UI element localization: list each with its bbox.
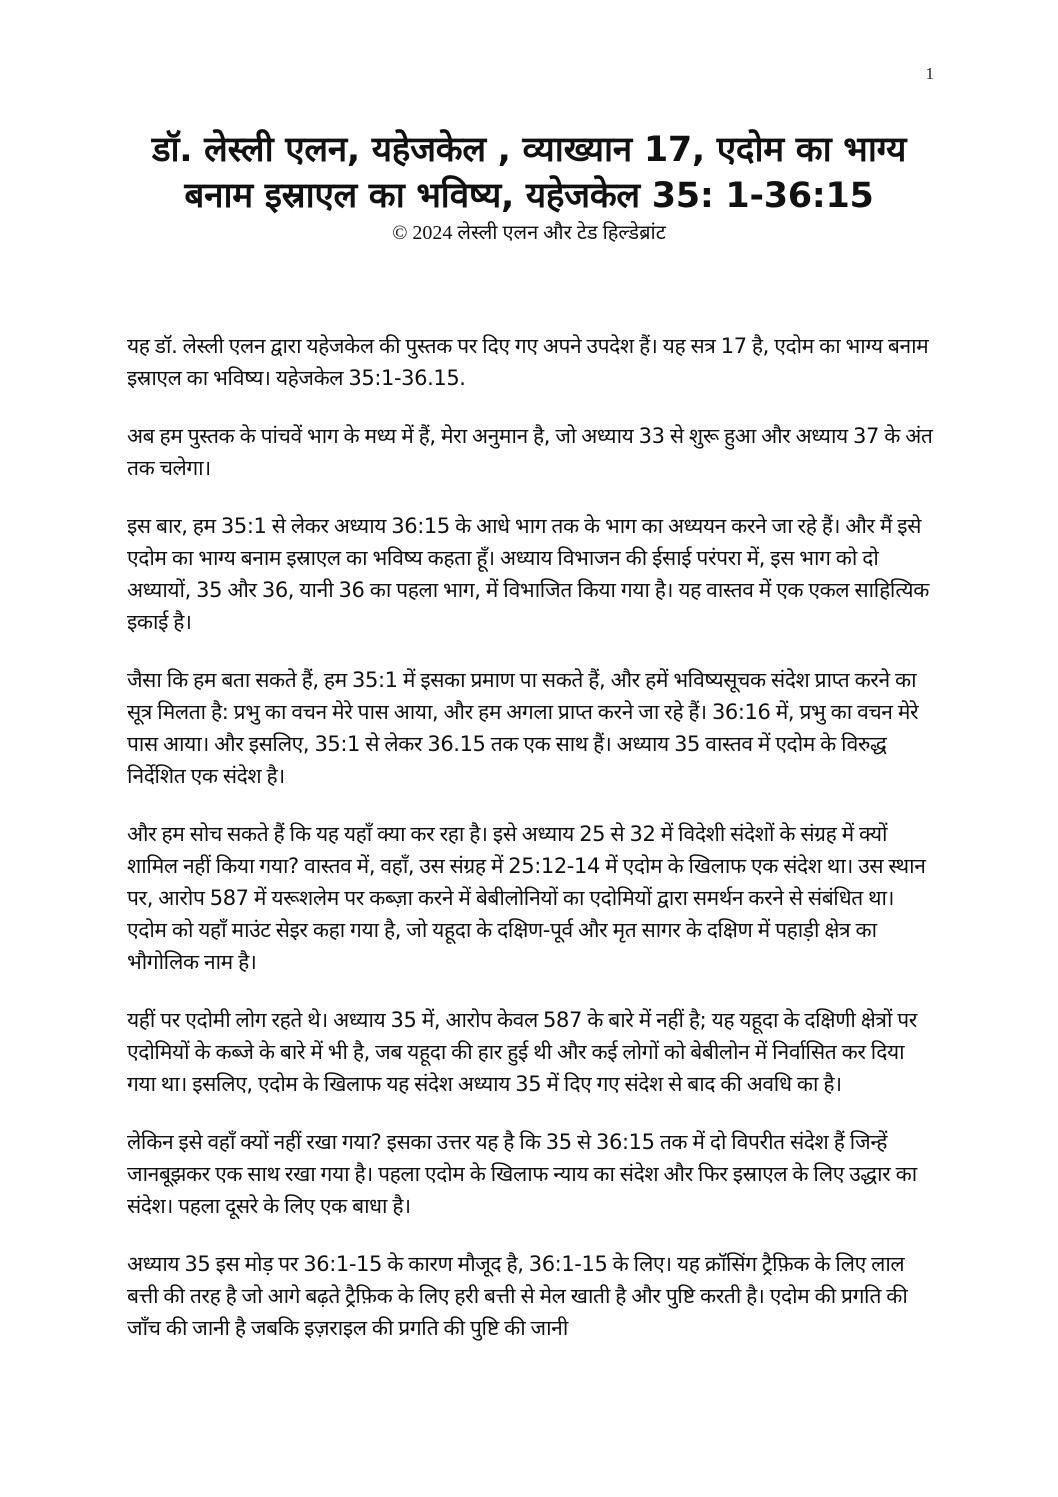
title-block [110,128,948,246]
paragraph-3: इस बार, हम 35:1 से लेकर अध्याय 36:15 के आधे भाग तक के भाग का अध्ययन करने जा रहे हैं। और मैं इसे एदोम का भाग्य बनाम इस्राएल का भविष्य कहता हूँ। अध्याय विभाजन की ईसाई परंपरा में, इस भाग को दो अध्यायों, 35 और 36, यानी 36 का पहला भाग, में विभाजित किया गया है। यह वास्तव में एक एकल साहित्यिक इकाई है। [127,514,929,634]
paragraph-8: अध्याय 35 इस मोड़ पर 36:1-15 के कारण मौजूद है, 36:1-15 के लिए। यह क्रॉसिंग ट्रैफ़िक के लिए लाल बत्ती की तरह है जो आगे बढ़ते ट्रैफ़िक के लिए हरी बत्ती से मेल खाती है और पुष्टि करती है। एदोम की प्रगति की जाँच की जानी है जबकि इज़राइल की प्रगति की पुष्टि की जानी [127,1252,908,1340]
paragraph-1: यह डॉ. लेस्ली एलन द्वारा यहेजकेल की पुस्तक पर दिए गए अपने उपदेश हैं। यह सत्र 17 है, एदोम का भाग्य बनाम इस्राएल का भविष्य। यहेजकेल 35:1-36.15. [127,334,929,390]
page-number: 1 [925,64,934,83]
paragraph-7: लेकिन इसे वहाँ क्यों नहीं रखा गया? इसका उत्तर यह है कि 35 से 36:15 तक में दो विपरीत संदेश हैं जिन्हें जानबूझकर एक साथ रखा गया है। पहला एदोम के खिलाफ न्याय का संदेश और फिर इस्राएल के लिए उद्धार का संदेश। पहला दूसरे के लिए एक बाधा है। [127,1130,917,1218]
paragraph-5: और हम सोच सकते हैं कि यह यहाँ क्या कर रहा है। इसे अध्याय 25 से 32 में विदेशी संदेशों के संग्रह में क्यों शामिल नहीं किया गया? वास्तव में, वहाँ, उस संग्रह में 25:12-14 में एदोम के खिलाफ एक संदेश था। उस स्थान पर, आरोप 587 में यरूशलेम पर कब्ज़ा करने में बेबीलोनियों का एदोमियों द्वारा समर्थन करने से संबंधित था। एदोम को यहाँ माउंट सेइर कहा गया है, जो यहूदा के दक्षिण-पूर्व और मृत सागर के दक्षिण में पहाड़ी क्षेत्र का भौगोलिक नाम है। [127,822,926,974]
copyright-line: © 2024 लेस्ली एलन और टेड हिल्डेब्रांट [392,222,666,244]
paragraph-4: जैसा कि हम बता सकते हैं, हम 35:1 में इसका प्रमाण पा सकते हैं, और हमें भविष्यसूचक संदेश प्राप्त करने का सूत्र मिलता है: प्रभु का वचन मेरे पास आया, और हम अगला प्राप्त करने जा रहे हैं। 36:16 में, प्रभु का वचन मेरे पास आया। और इसलिए, 35:1 से लेकर 36.15 तक एक साथ हैं। अध्याय 35 वास्तव में एदोम के विरुद्ध निर्देशित एक संदेश है। [127,668,919,788]
paragraph-2: अब हम पुस्तक के पांचवें भाग के मध्य में हैं, मेरा अनुमान है, जो अध्याय 33 से शुरू हुआ और अध्याय 37 के अंत तक चलेगा। [127,424,933,480]
paragraph-6: यहीं पर एदोमी लोग रहते थे। अध्याय 35 में, आरोप केवल 587 के बारे में नहीं है; यह यहूदा के दक्षिणी क्षेत्रों पर एदोमियों के कब्जे के बारे में भी है, जब यहूदा की हार हुई थी और कई लोगों को बेबीलोन में निर्वासित कर दिया गया था। इसलिए, एदोम के खिलाफ यह संदेश अध्याय 35 में दिए गए संदेश से बाद की अवधि का है। [127,1008,917,1096]
lecture-subtitle: बनाम इस्राएल का भविष्य, यहेजकेल 35: 1-36:15 [184,176,874,216]
body-text [127,330,935,1370]
lecture-title: डॉ. लेस्ली एलन, यहेजकेल , व्याख्यान 17, एदोम का भाग्य [151,130,907,170]
